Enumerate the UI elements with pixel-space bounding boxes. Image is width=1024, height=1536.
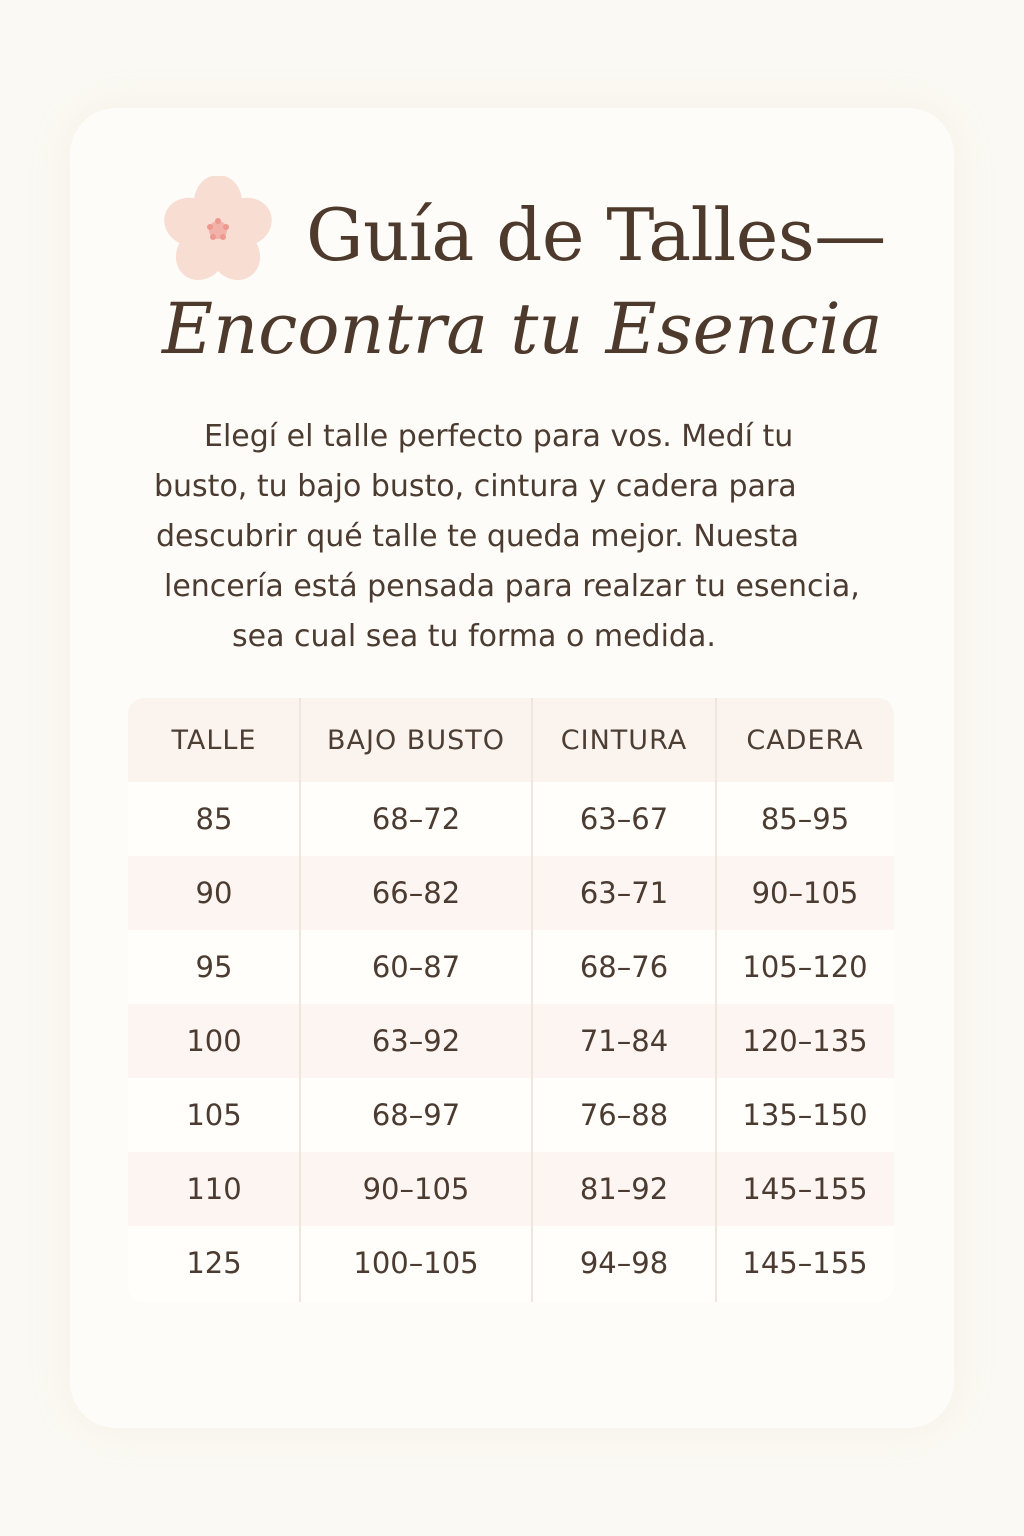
description-line-5: sea cual sea tu forma o medida. [232,619,716,654]
column-divider [299,698,301,1302]
table-row [128,1226,894,1300]
cell-cintura: 68–76 [579,950,669,984]
cell-cadera: 135–150 [742,1098,868,1132]
cell-talle: 110 [186,1172,242,1206]
cell-cadera: 105–120 [742,950,868,984]
description-line-4: lencería está pensada para realzar tu esencia, [164,569,860,604]
cell-talle: 85 [195,802,233,836]
cell-bajo-busto: 68–97 [371,1098,461,1132]
description-line-1: Elegí el talle perfecto para vos. Medí tu [204,419,794,454]
cell-cadera: 120–135 [742,1024,868,1058]
cell-cadera: 145–155 [742,1172,868,1206]
table-row [128,1152,894,1226]
cell-bajo-busto: 60–87 [371,950,461,984]
cell-cintura: 81–92 [579,1172,669,1206]
column-divider [531,698,533,1302]
table-row [128,1004,894,1078]
cell-cintura: 63–71 [579,876,669,910]
description [150,412,910,662]
header-talle: TALLE [171,724,257,756]
header-cadera: CADERA [746,724,864,756]
cell-talle: 105 [186,1098,242,1132]
cell-talle: 125 [186,1246,242,1280]
cell-talle: 100 [186,1024,242,1058]
description-line-2: busto, tu bajo busto, cintura y cadera para [154,469,797,504]
title-line-2: Encontra tu Esencia [162,288,883,370]
cell-bajo-busto: 100–105 [353,1246,479,1280]
size-table [128,698,894,1302]
table-row [128,856,894,930]
header-cintura: CINTURA [560,724,688,756]
table-header-row [128,698,894,782]
cell-cadera: 145–155 [742,1246,868,1280]
header-bajo-busto: BAJO BUSTO [327,724,505,756]
cell-cadera: 90–105 [751,876,859,910]
cell-cintura: 76–88 [579,1098,669,1132]
table-row [128,782,894,856]
column-divider [715,698,717,1302]
cell-bajo-busto: 66–82 [371,876,461,910]
flower-icon [162,176,274,284]
cell-talle: 90 [195,876,233,910]
table-row [128,1078,894,1152]
cell-cintura: 71–84 [579,1024,669,1058]
cell-cintura: 94–98 [579,1246,669,1280]
cell-cadera: 85–95 [760,802,850,836]
title-line-1: Guía de Talles— [306,193,886,277]
cell-cintura: 63–67 [579,802,669,836]
cell-bajo-busto: 68–72 [371,802,461,836]
description-line-3: descubrir qué talle te queda mejor. Nuesta [156,519,800,554]
cell-bajo-busto: 90–105 [362,1172,470,1206]
cell-talle: 95 [195,950,233,984]
cell-bajo-busto: 63–92 [371,1024,461,1058]
table-row [128,930,894,1004]
